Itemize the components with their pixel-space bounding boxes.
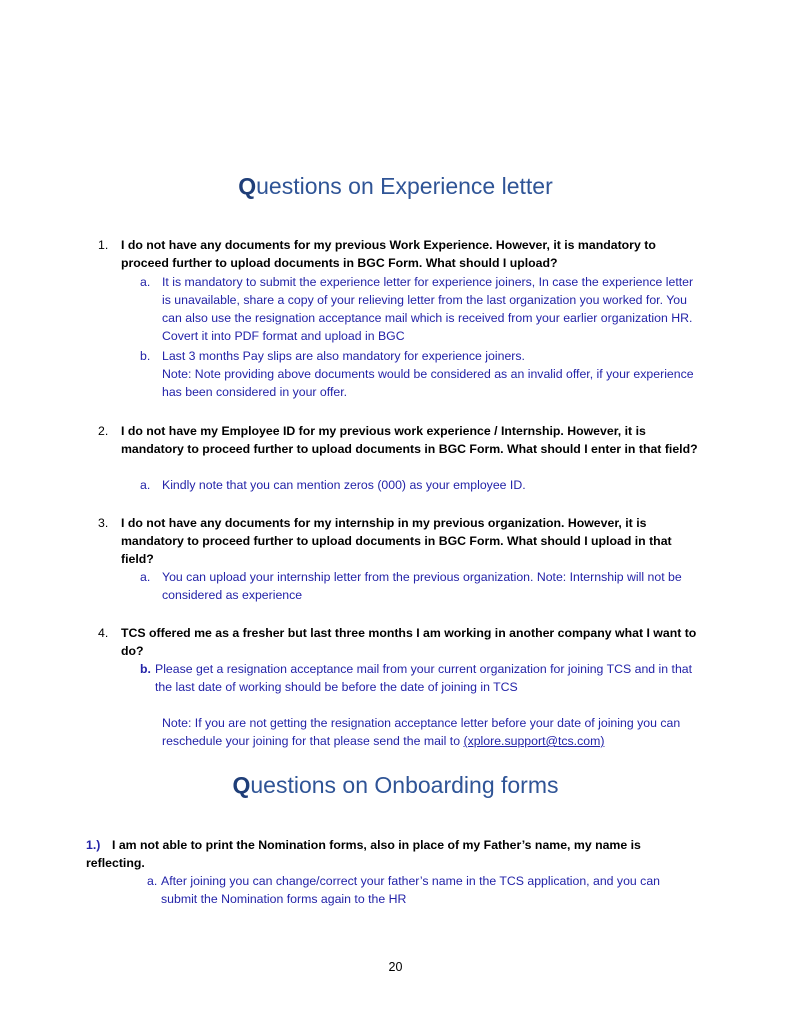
note-4	[162, 714, 707, 750]
answer-1b	[140, 347, 700, 365]
answer-2a	[140, 476, 700, 494]
question-text: I do not have my Employee ID for my previous work experience / Internship. However, it is mandatory to proceed further to upload documents in BGC Form. What should I enter in that field?	[121, 424, 698, 456]
section-heading-experience-letter	[0, 173, 791, 200]
answer-label: a.	[140, 570, 151, 584]
answer-label: b.	[140, 662, 151, 676]
question-2	[98, 422, 698, 458]
answer-label: a.	[140, 478, 151, 492]
answer-text: It is mandatory to submit the experience letter for experience joiners, In case the experience letter is unavailable, share a copy of your relieving letter from the last organization you worked for. You can also use the resignation acceptance mail which is received from your earlier organization HR. Covert it into PDF format and upload in BGC	[162, 275, 694, 343]
question-1	[98, 236, 698, 272]
note-text: Note: If you are not getting the resignation acceptance letter before your date of joining you can reschedule your joining for that please send the mail to	[162, 716, 681, 748]
answer-1a	[140, 273, 700, 345]
answer-3a	[140, 568, 700, 604]
question-text: I do not have any documents for my previous Work Experience. However, it is mandatory to proceed further to upload documents in BGC Form. What should I upload?	[121, 238, 656, 270]
heading-initial: Q	[232, 772, 251, 798]
answer-text: After joining you can change/correct your father’s name in the TCS application, and you can submit the Nomination forms again to the HR	[161, 874, 661, 906]
answer-text: Kindly note that you can mention zeros (000) as your employee ID.	[162, 478, 526, 492]
question-number: 3.	[98, 516, 109, 530]
note-1: Note: Note providing above documents would be considered as an invalid offer, if your experience has been considered in your offer.	[162, 367, 694, 399]
heading-text: uestions on Onboarding forms	[250, 772, 559, 798]
question-3	[98, 514, 698, 568]
heading-text: uestions on Experience letter	[256, 173, 553, 199]
question-text: I am not able to print the Nomination forms, also in place of my Father’s name, my name is reflecting.	[86, 838, 641, 870]
answer-label: b.	[140, 349, 151, 363]
question-number: 2.	[98, 424, 109, 438]
question-number: 4.	[98, 626, 109, 640]
answer-text: Last 3 months Pay slips are also mandatory for experience joiners.	[162, 349, 525, 363]
question-text: TCS offered me as a fresher but last three months I am working in another company what I want to do?	[121, 626, 697, 658]
answer-text: Please get a resignation acceptance mail from your current organization for joining TCS and in that the last date of working should be before the date of joining in TCS	[155, 662, 693, 694]
answer-label: a.	[147, 874, 158, 888]
support-email-link[interactable]: (xplore.support@tcs.com)	[463, 734, 605, 748]
answer-4b	[140, 660, 705, 696]
question-number: 1.	[98, 238, 109, 252]
answer-text: You can upload your internship letter from the previous organization. Note: Internship will not be considered as experience	[162, 570, 682, 602]
answer-label: a.	[140, 275, 151, 289]
heading-initial: Q	[238, 173, 257, 199]
onboarding-answer-1a	[147, 872, 692, 908]
section-heading-onboarding-forms	[0, 772, 791, 799]
question-4	[98, 624, 698, 660]
page-number: 20	[388, 960, 403, 974]
question-number: 1.)	[86, 838, 101, 852]
question-text: I do not have any documents for my internship in my previous organization. However, it is mandatory to proceed further to upload documents in BGC Form. What should I upload in that field?	[121, 516, 672, 566]
onboarding-question-1	[86, 836, 676, 872]
